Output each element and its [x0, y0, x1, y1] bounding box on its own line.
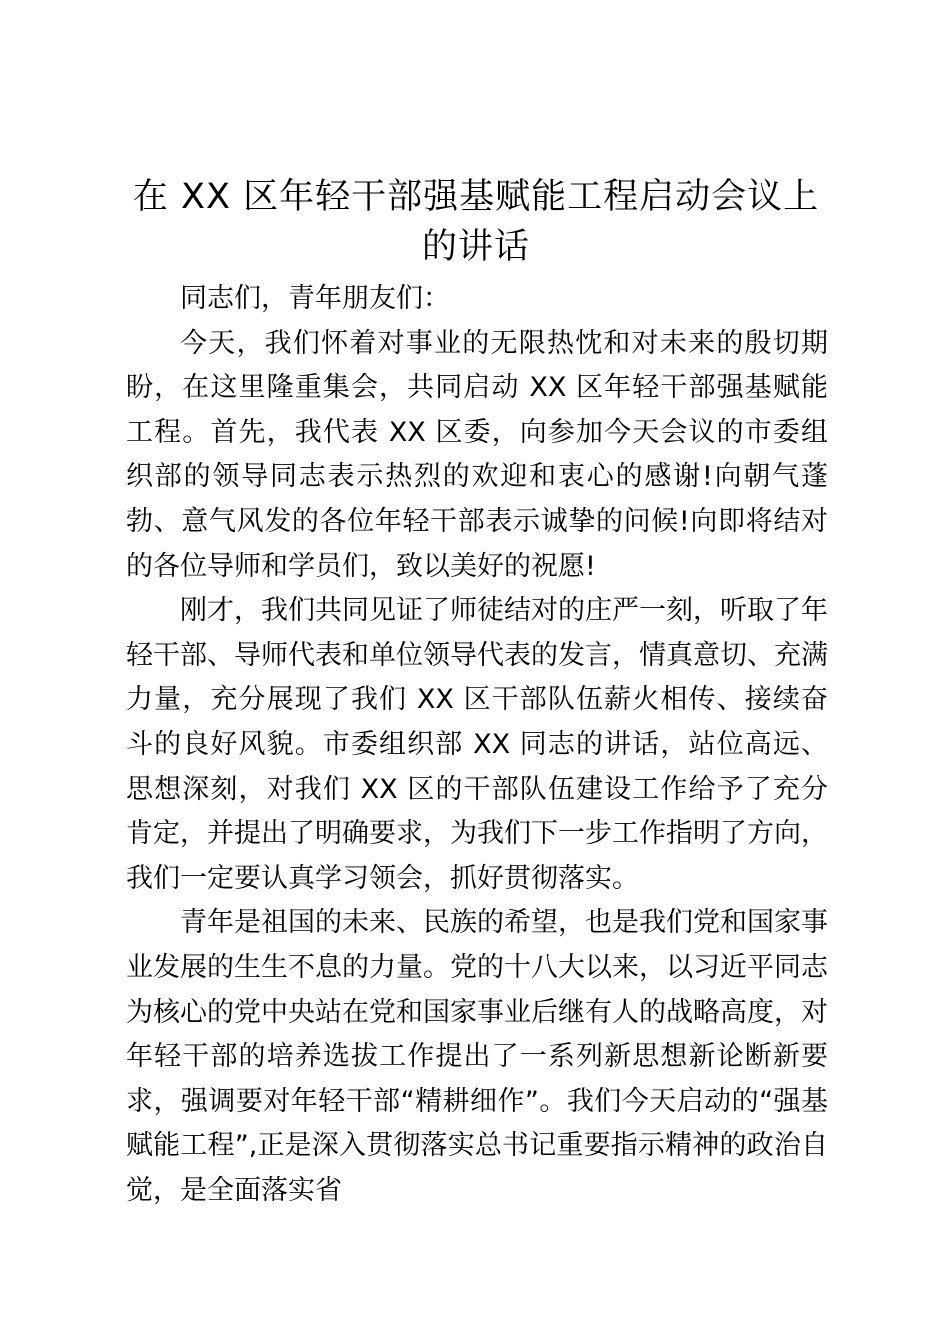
youth-paragraph: 青年是祖国的未来、民族的希望，也是我们党和国家事业发展的生生不息的力量。党的十八大以来，以习近平同志为核心的党中央站在党和国家事业后继有人的战略高度，对年轻干部的培养选拔工作提出了一系列新思想新论断新要求，强调要对年轻干部“精耕细作”。我们今天启动的“强基赋能工程”,正是深入贯彻落实总书记重要指示精神的政治自觉，是全面落实省 — [126, 907, 828, 1206]
review-paragraph: 刚才，我们共同见证了师徒结对的庄严一刻，听取了年轻干部、导师代表和单位领导代表的发言，情真意切、充满力量，充分展现了我们 XX 区干部队伍薪火相传、接续奋斗的良好风貌。市委组织部 XX 同志的讲话，站位高远、思想深刻，对我们 XX 区的干部队伍建设工作给予了充分肯定，并提出了明确要求，为我们下一步工作指明了方向，我们一定要认真学习领会，抓好贯彻落实。 — [126, 595, 828, 894]
opening-paragraph: 今天，我们怀着对事业的无限热忱和对未来的殷切期盼，在这里隆重集会，共同启动 XX 区年轻干部强基赋能工程。首先，我代表 XX 区委，向参加今天会议的市委组织部的领导同志表示热烈的欢迎和衷心的感谢!向朝气蓬勃、意气风发的各位年轻干部表示诚挚的问候!向即将结对的各位导师和学员们，致以美好的祝愿! — [126, 327, 828, 582]
document-title: 在 XX 区年轻干部强基赋能工程启动会议上的讲话 — [132, 177, 820, 267]
document-body — [126, 277, 828, 1213]
salutation-paragraph: 同志们，青年朋友们： — [180, 283, 450, 314]
